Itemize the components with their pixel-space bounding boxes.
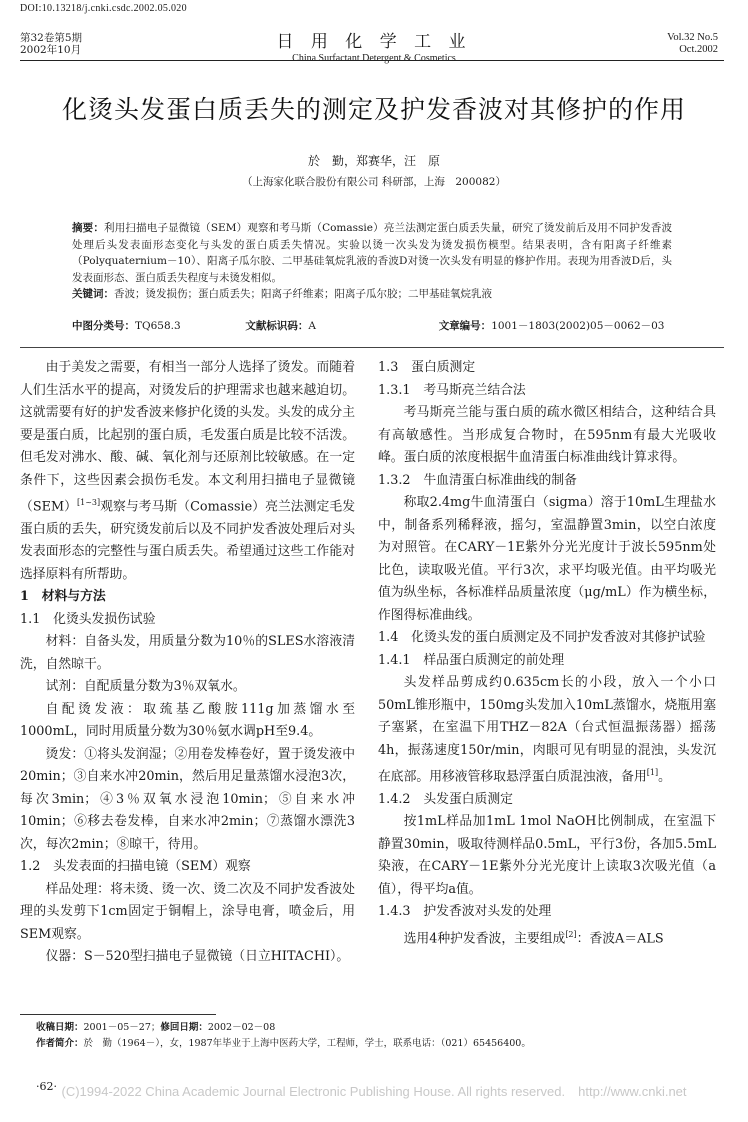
paragraph-protein-assay: 按1mL样品加1mL 1mol NaOH比例制成，在室温下静置30min，吸取待测样品0.5mL，平行3份，各加5.5mL染液，在CARY－1E紫外分光光度计上读取3次吸光值（a值），得平均a值。 — [378, 814, 716, 897]
intro-paragraph: 由于美发之需要，有相当一部分人选择了烫发。而随着人们生活水平的提高，对烫发后的护理需求也越来越迫切。这就需要有好的护发香波来修护化烫的头发。头发的成分主要是蛋白质，比起别的蛋白质，毛发蛋白质是比较不活泼。但毛发对沸水、酸、碱、氧化剂与还原剂比较敏感。在一定条件下，这些因素会损伤毛发。本文利用扫描电子显微镜（SEM）[1~3]观察与考马斯（Comassie）亮兰法测定毛发蛋白质的丢失，研究烫发前后以及不同护发香波处理后对头发表面形态的完整性与蛋白质丢失。希望通过这些工作能对选择原料有所帮助。 — [20, 360, 356, 582]
copyright-watermark: (C)1994-2022 China Academic Journal Electronic Publishing House. All rights reserved. http://www.cnki.net — [61, 1084, 687, 1099]
subsection-heading: 1.2 头发表面的扫描电镜（SEM）观察 — [20, 859, 251, 875]
abstract-body: 利用扫描电子显微镜（SEM）观察和考马斯（Comassie）亮兰法测定蛋白质丢失量，研究了烫发前后及用不同护发香波处理后头发表面形态变化与头发的蛋白质丢失情况。实验以烫一次头发为烫发损伤模型。结果表明，含有阳离子纤维素（Polyquaternium－10）、阳离子瓜尔胶、二甲基硅氧烷乳液的香波D对烫一次头发有明显的修护作用。表现为用香波D后，头发表面形态、蛋白质丢失程度与未烫发相似。 — [72, 222, 673, 284]
subsubsection-heading: 1.3.2 牛血清蛋白标准曲线的制备 — [378, 472, 577, 488]
paragraph-shampoo: 选用4种护发香波，主要组成[2]：香波A＝ALS — [403, 929, 664, 947]
doc-code: 文献标识码：A — [245, 320, 316, 332]
section-heading: 1 材料与方法 — [20, 589, 106, 605]
subsection-heading: 1.4 化烫头发的蛋白质测定及不同护发香波对其修护试验 — [378, 630, 706, 645]
footnote-author: 作者简介：於 勤（1964－），女，1987年毕业于上海中医药大学，工程师，学士，联系电话：（021）65456400。 — [36, 1038, 531, 1049]
right-column — [378, 357, 716, 951]
article-title: 化烫头发蛋白质丢失的测定及护发香波对其修护的作用 — [61, 95, 686, 124]
volume-cn: 第32卷第5期 — [20, 32, 83, 44]
keywords-label: 关键词： — [72, 288, 114, 300]
column-rule — [20, 347, 724, 348]
volume-en: Vol.32 No.5 — [667, 32, 718, 43]
page-number: ·62· — [36, 1080, 57, 1093]
date-cn: 2002年10月 — [20, 44, 82, 56]
footnote-dates: 收稿日期：2001－05－27；修回日期：2002－02－08 — [36, 1022, 276, 1033]
citation: [1~3] — [76, 498, 101, 507]
footnote-rule — [20, 1014, 216, 1015]
citation: [1] — [646, 768, 659, 777]
affiliation: （上海家化联合股份有限公司 科研部，上海 200082） — [242, 176, 506, 188]
keywords-list: 香波；烫发损伤；蛋白质丢失；阳离子纤维素；阳离子瓜尔胶；二甲基硅氧烷乳液 — [114, 288, 492, 300]
paragraph-instrument: 仪器：S－520型扫描电子显微镜（日立HITACHI）。 — [45, 949, 350, 965]
abstract-block — [72, 220, 672, 303]
subsubsection-heading: 1.4.1 样品蛋白质测定的前处理 — [378, 652, 565, 668]
subsubsection-heading: 1.3.1 考马斯亮兰结合法 — [378, 382, 526, 398]
class-number: 中图分类号：TQ658.3 — [72, 320, 181, 332]
paragraph-standard-curve: 称取2.4mg牛血清蛋白（sigma）溶于10mL生理盐水中，制备系列稀释液，摇匀，室温静置3min，以空白浓度为对照管。在CARY－1E紫外分光光度计于波长595nm处比色，读取吸光值。平行3次，求平均吸光值。由平均吸光值为纵坐标，各标准样品质量浓度（μg/mL）作为横坐标，作图得标准曲线。 — [378, 495, 716, 623]
journal-name-cn: 日 用 化 学 工 业 — [276, 32, 472, 52]
paragraph-pretreatment: 头发样品剪成约0.635cm长的小段，放入一个小口50mL锥形瓶中，150mg头发加入10mL蒸馏水，烧瓶用塞子塞紧，在室温下用THZ－82A（台式恒温振荡器）摇荡4h，振荡速度150r/min，肉眼可见有明显的混浊，头发沉在底部。用移液管移取悬浮蛋白质混浊液，备用[1]。 — [378, 675, 716, 785]
paragraph-perm-solution: 自配烫发液：取巯基乙酸胺111g加蒸馏水至1000mL，同时用质量分数为30％氨水调pH至9.4。 — [20, 701, 355, 740]
journal-header — [0, 27, 748, 64]
abstract-label: 摘要： — [72, 222, 105, 234]
paragraph-sample: 样品处理：将未烫、烫一次、烫二次及不同护发香波处理的头发剪下1cm固定于铜帽上，涂导电膏，喷金后，用SEM观察。 — [20, 881, 355, 942]
paragraph-material: 材料：自备头发，用质量分数为10％的SLES水溶液清洗，自然晾干。 — [20, 634, 355, 672]
abstract-text — [72, 220, 672, 286]
subsection-heading: 1.3 蛋白质测定 — [378, 360, 476, 375]
date-en: Oct.2002 — [679, 44, 718, 55]
subsection-heading: 1.1 化烫头发损伤试验 — [20, 611, 156, 627]
paragraph-coomassie: 考马斯亮兰能与蛋白质的疏水微区相结合，这种结合具有高敏感性。当形成复合物时，在595nm有最大光吸收峰。蛋白质的浓度根据牛血清蛋白标准曲线计算求得。 — [378, 405, 716, 465]
journal-name-en: China Surfactant Detergent & Cosmetics — [292, 53, 456, 64]
subsubsection-heading: 1.4.3 护发香波对头发的处理 — [378, 904, 552, 920]
article-number: 文章编号：1001－1803(2002)05－0062－03 — [438, 320, 665, 332]
authors: 於 勤，郑赛华，汪 原 — [307, 154, 440, 168]
header-rule — [20, 60, 724, 61]
classification-line — [72, 318, 672, 333]
citation: [2] — [565, 929, 577, 939]
paragraph-perm-steps: 烫发：①将头发润湿；②用卷发棒卷好，置于烫发液中20min；③自来水冲20min，然后用足量蒸馏水浸泡3次，每次3min；④3％双氧水浸泡10min；⑤自来水冲10min；⑥移去卷发棒，自来水冲2min；⑦蒸馏水漂洗3次，每次2min；⑧晾干，待用。 — [20, 746, 355, 852]
subsubsection-heading: 1.4.2 头发蛋白质测定 — [378, 791, 513, 807]
paragraph-reagent: 试剂：自配质量分数为3％双氧水。 — [45, 679, 246, 695]
header-right — [667, 32, 718, 56]
keywords — [72, 286, 672, 303]
left-column — [20, 357, 355, 969]
doi: DOI:10.13218/j.cnki.csdc.2002.05.020 — [20, 3, 187, 14]
